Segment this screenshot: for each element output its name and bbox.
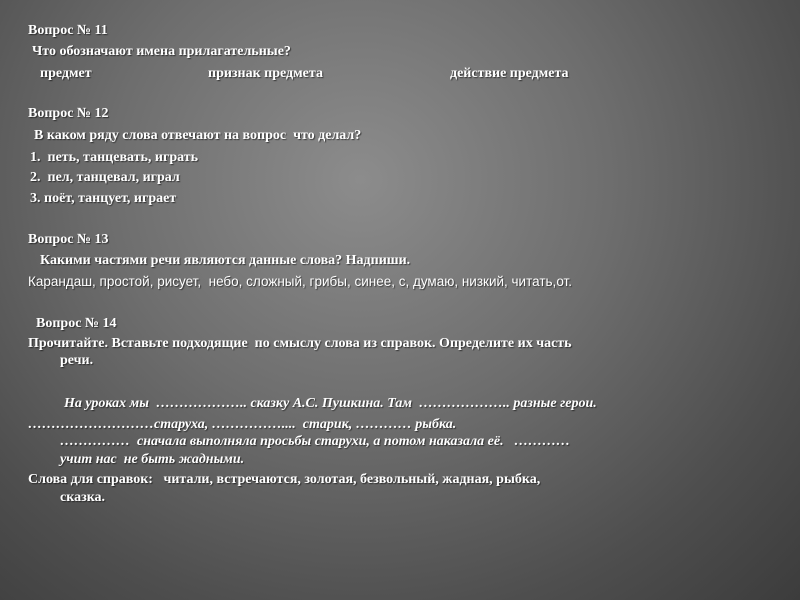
q14-text-line-2: ………………………старуха, …………….... старик, ………… рыбка. (28, 417, 457, 432)
q14-text-line-4: учит нас не быть жадными. (60, 452, 245, 467)
q11-question: Что обозначают имена прилагательные? (32, 44, 291, 59)
q12-option-2: 2. пел, танцевал, играл (30, 170, 180, 185)
q11-option-1: предмет (40, 66, 92, 81)
q14-instruction-line-2: речи. (60, 353, 94, 368)
q11-title: Вопрос № 11 (28, 23, 108, 38)
q13-words: Карандаш, простой, рисует, небо, сложный, грибы, синее, с, думаю, низкий, читать,от. (28, 274, 572, 289)
q14-hints-line-1: Слова для справок: читали, встречаются, золотая, безвольный, жадная, рыбка, (28, 472, 541, 487)
q13-title: Вопрос № 13 (28, 232, 109, 247)
q12-option-1: 1. петь, танцевать, играть (30, 150, 199, 165)
q14-title: Вопрос № 14 (36, 316, 117, 331)
q14-text-line-3: …………… сначала выполняла просьбы старухи, а потом наказала её. ………… (60, 434, 571, 449)
q12-question: В каком ряду слова отвечают на вопрос что делал? (34, 128, 362, 143)
q12-option-3: 3. поёт, танцует, играет (30, 191, 177, 206)
q12-title: Вопрос № 12 (28, 106, 109, 121)
q14-instruction-line-1: Прочитайте. Вставьте подходящие по смыслу слова из справок. Определите их часть (28, 336, 572, 351)
q14-text-line-1: На уроках мы ……………….. сказку А.С. Пушкина. Там ……………….. разные герои. (64, 396, 597, 411)
q11-option-3: действие предмета (450, 66, 569, 81)
q14-hints-line-2: сказка. (60, 490, 106, 505)
q13-question: Какими частями речи являются данные слова? Надпиши. (40, 253, 411, 268)
q11-option-2: признак предмета (208, 66, 323, 81)
